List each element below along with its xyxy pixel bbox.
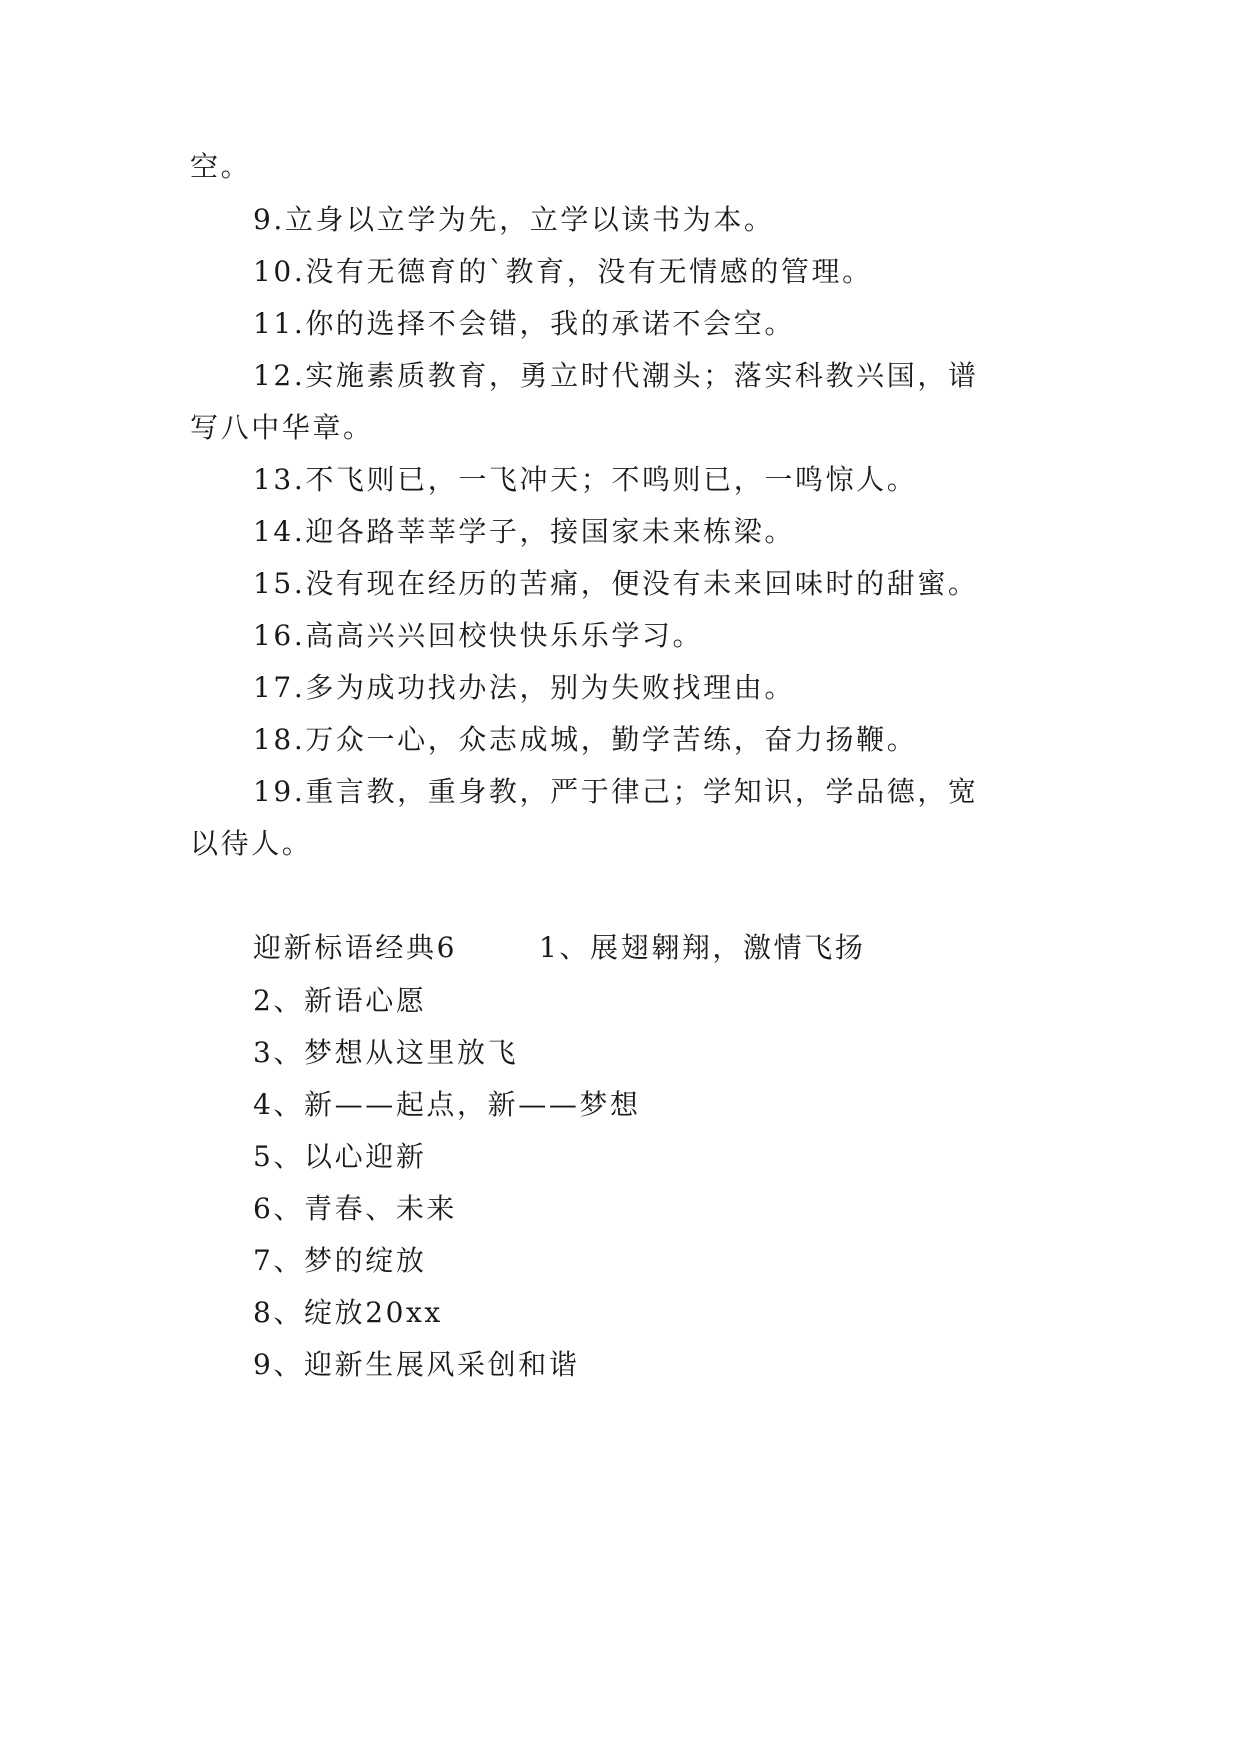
list-item: 6、青春、未来 bbox=[253, 1192, 458, 1225]
list-item: 4、新——起点，新——梦想 bbox=[253, 1088, 641, 1121]
list-item: 7、梦的绽放 bbox=[253, 1244, 427, 1277]
text-line: 9.立身以立学为先，立学以读书为本。 bbox=[253, 203, 775, 236]
text-line: 15.没有现在经历的苦痛，便没有未来回味时的甜蜜。 bbox=[253, 567, 979, 600]
list-item: 5、以心迎新 bbox=[253, 1140, 427, 1173]
text-line: 以待人。 bbox=[190, 827, 313, 860]
section-heading: 迎新标语经典6 bbox=[253, 931, 458, 964]
list-item: 3、梦想从这里放飞 bbox=[253, 1036, 519, 1069]
list-item: 1、展翅翱翔，激情飞扬 bbox=[539, 931, 866, 964]
text-line: 18.万众一心，众志成城，勤学苦练，奋力扬鞭。 bbox=[253, 723, 918, 756]
text-line: 写八中华章。 bbox=[190, 411, 374, 444]
text-line: 14.迎各路莘莘学子，接国家未来栋梁。 bbox=[253, 515, 795, 548]
section-heading-line bbox=[253, 931, 865, 965]
text-line: 13.不飞则已，一飞冲天；不鸣则已，一鸣惊人。 bbox=[253, 463, 918, 496]
list-item: 2、新语心愿 bbox=[253, 984, 427, 1017]
text-line: 16.高高兴兴回校快快乐乐学习。 bbox=[253, 619, 704, 652]
text-line: 10.没有无德育的`教育，没有无情感的管理。 bbox=[253, 255, 873, 288]
text-line: 12.实施素质教育，勇立时代潮头；落实科教兴国，谱 bbox=[253, 359, 979, 392]
text-line: 19.重言教，重身教，严于律己；学知识，学品德，宽 bbox=[253, 775, 979, 808]
list-item: 9、迎新生展风采创和谐 bbox=[253, 1348, 580, 1381]
list-item: 8、绽放20xx bbox=[253, 1296, 443, 1329]
text-line: 空。 bbox=[190, 150, 252, 183]
text-line: 17.多为成功找办法，别为失败找理由。 bbox=[253, 671, 795, 704]
text-line: 11.你的选择不会错，我的承诺不会空。 bbox=[253, 307, 795, 340]
